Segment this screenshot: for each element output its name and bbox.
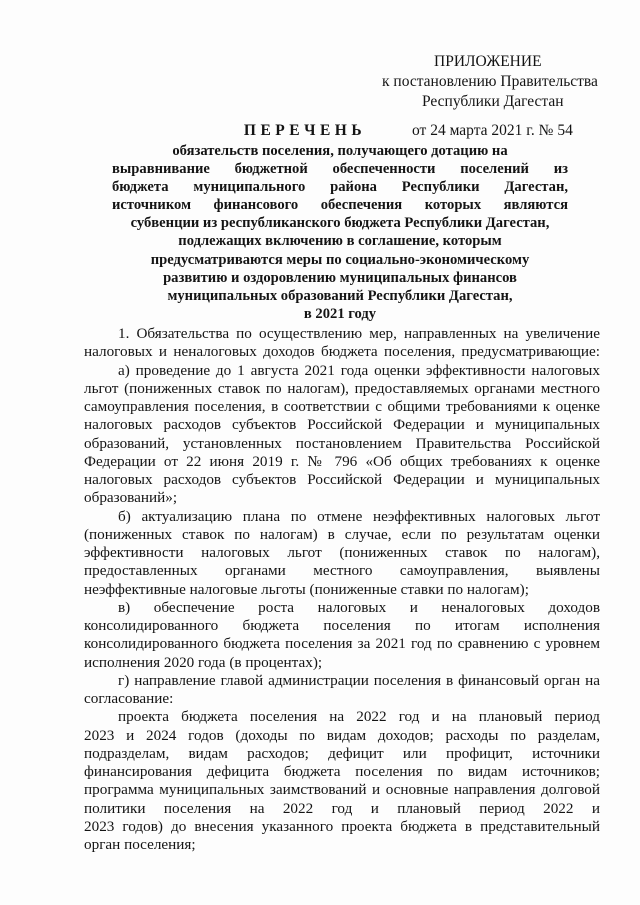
- body-line: 2023 годов) до внесения указанного проекта бюджета в представительный: [84, 817, 600, 835]
- body-line: неэффективные налоговые льготы (пониженные ставки по налогам);: [84, 580, 529, 598]
- body-line: г) направление главой администрации поселения в финансовый орган на: [118, 671, 600, 689]
- body-line: консолидированного бюджета поселения по итогам исполнения: [84, 617, 600, 634]
- appendix-resolution-line: к постановлению Правительства: [382, 73, 598, 90]
- body-line: в) обеспечение роста налоговых и неналоговых доходов: [118, 598, 600, 616]
- subtitle-line: развитию и оздоровлению муниципальных финансов: [163, 269, 517, 286]
- document-title: ПЕРЕЧЕНЬ: [243, 122, 367, 139]
- subtitle-line: обязательств поселения, получающего дотацию на: [172, 143, 508, 159]
- body-line: консолидированного бюджета поселения за 2021 год по сравнению с уровнем: [84, 635, 600, 653]
- body-line: а) проведение до 1 августа 2021 года оценки эффективности налоговых: [118, 361, 600, 379]
- body-line: исполнения 2020 года (в процентах);: [84, 653, 323, 671]
- subtitle-line: субвенции из республиканского бюджета Республики Дагестан,: [130, 215, 550, 232]
- body-line: налоговых расходов субъектов Российской Федерации и муниципальных: [84, 471, 600, 488]
- body-line: налоговых расходов субъектов Российской Федерации и муниципальных: [84, 416, 600, 434]
- body-line: программа муниципальных заимствований и основные направления долговой: [84, 781, 600, 799]
- subtitle-line: муниципальных образований Республики Дагестан,: [167, 287, 513, 304]
- body-line: 2023 и 2024 годов (доходы по видам доходов; расходы по разделам,: [84, 726, 600, 744]
- subtitle-line: источником финансового обеспечения которых являются: [112, 197, 568, 214]
- body-line: льгот (пониженных ставок по налогам), предоставляемых органами местного: [84, 379, 600, 397]
- body-line: образований»;: [84, 489, 178, 507]
- subtitle-line: бюджета муниципального района Республики Дагестан,: [112, 179, 568, 196]
- body-line: б) актуализацию плана по отмене неэффективных налоговых льгот: [118, 507, 600, 525]
- appendix-date-line: от 24 марта 2021 г. № 54: [412, 122, 573, 139]
- body-line: предоставленных органами местного самоуправления, выявлены: [84, 562, 600, 580]
- body-line: орган поселения;: [84, 836, 196, 853]
- subtitle-line: подлежащих включению в соглашение, которым: [178, 233, 502, 250]
- body-line: самоуправления поселения, в соответствии с общими требованиями к оценке: [84, 398, 600, 415]
- body-line: Федерации от 22 июня 2019 г. № 796 «Об общих требованиях к оценке: [84, 452, 600, 470]
- body-line: согласование:: [84, 690, 174, 707]
- subtitle-line: предусматриваются меры по социально-экономическому: [150, 251, 530, 268]
- body-line: 1. Обязательства по осуществлению мер, направленных на увеличение: [118, 325, 600, 342]
- body-line: образований, установленных постановлением Правительства Российской: [84, 434, 600, 452]
- subtitle-line: выравнивание бюджетной обеспеченности поселений из: [112, 161, 568, 178]
- body-line: (пониженных ставок по налогам) в случае, если по результатам оценки: [84, 525, 600, 543]
- body-line: проекта бюджета поселения на 2022 год и на плановый период: [118, 708, 600, 726]
- body-line: подразделам, видам расходов; дефицит или профицит, источники: [84, 744, 600, 762]
- document-subtitle: [112, 142, 568, 323]
- body-line: политики поселения на 2022 год и плановый период 2022 и: [84, 799, 600, 817]
- appendix-republic-line: Республики Дагестан: [422, 93, 564, 110]
- document-body: [84, 325, 600, 854]
- body-line: финансирования дефицита бюджета поселения по видам источников;: [84, 763, 600, 780]
- appendix-heading: ПРИЛОЖЕНИЕ: [434, 53, 542, 70]
- body-line: эффективности налоговых льгот (пониженных ставок по налогам),: [84, 544, 600, 561]
- body-line: налоговых и неналоговых доходов бюджета поселения, предусматривающие:: [84, 343, 600, 361]
- subtitle-line: в 2021 году: [303, 305, 377, 322]
